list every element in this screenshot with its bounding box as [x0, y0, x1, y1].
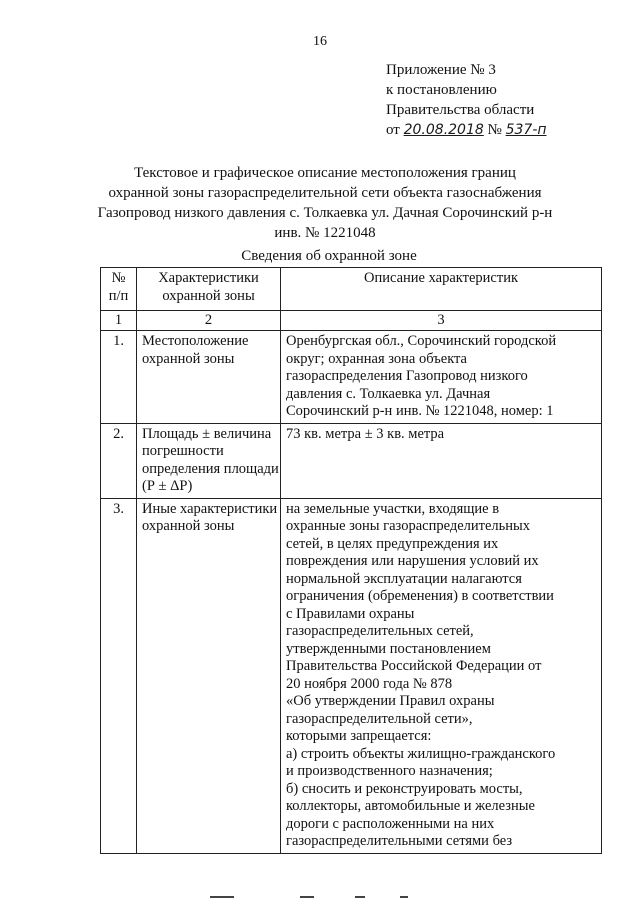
description-line: и производственного назначения;	[286, 763, 493, 779]
characteristic-line: охранной зоны	[142, 350, 235, 367]
description-line: которыми запрещается:	[286, 728, 432, 744]
table-row	[101, 498, 602, 853]
header-characteristics-line-1: Характеристики	[158, 270, 259, 286]
description-line: нормальной эксплуатации налагаются	[286, 570, 522, 587]
description-line: охранные зоны газораспределительных	[286, 518, 531, 534]
appendix-line-3: Правительства области	[386, 102, 535, 118]
appendix-block	[386, 60, 547, 140]
description-line: округ; охранная зона объекта	[286, 350, 467, 367]
description-line: сетей, в целях предупреждения их	[286, 535, 499, 552]
description-line: давления с. Толкаевка ул. Дачная	[286, 385, 491, 402]
column-number-row	[101, 311, 602, 331]
protection-zone-table	[100, 267, 602, 854]
row-characteristic	[137, 498, 281, 853]
description-line: газораспределительной сети»,	[286, 710, 473, 727]
header-number-line-1: №	[111, 270, 126, 286]
characteristic-line: (Р ± ΔР)	[142, 478, 193, 494]
description-line: с Правилами охраны	[286, 605, 415, 622]
page-number: 16	[313, 34, 327, 49]
description-line: повреждения или нарушения условий их	[286, 553, 539, 569]
row-number: 2.	[101, 423, 137, 498]
row-characteristic	[137, 423, 281, 498]
description-line: б) сносить и реконструировать мосты,	[286, 780, 523, 797]
description-line: 20 ноября 2000 года № 878	[286, 675, 453, 692]
title-line-2: охранной зоны газораспределительной сети объекта газоснабжения	[108, 185, 542, 201]
row-characteristic	[137, 331, 281, 424]
description-line: Сорочинский р-н инв. № 1221048, номер: 1	[286, 403, 554, 419]
description-line: коллекторы, автомобильные и железные	[286, 798, 535, 814]
characteristic-line: Площадь ± величина	[142, 425, 272, 442]
header-number-line-2: п/п	[108, 287, 129, 304]
column-number-3: 3	[281, 311, 602, 331]
description-line: «Об утверждении Правил охраны	[286, 693, 495, 709]
description-line: дороги с расположенными на них	[286, 815, 495, 832]
header-characteristics-line-2: охранной зоны	[162, 287, 255, 304]
characteristic-line: охранной зоны	[142, 518, 235, 534]
characteristic-line: определения площади	[142, 460, 279, 477]
row-description	[281, 423, 602, 498]
title-line-3: Газопровод низкого давления с. Толкаевка ул. Дачная Сорочинский р-н	[97, 205, 553, 221]
characteristic-line: Местоположение	[142, 333, 249, 349]
appendix-date-line	[386, 120, 547, 140]
handwritten-number: 537-п	[505, 122, 547, 138]
header-characteristics	[137, 268, 281, 311]
appendix-line-1: Приложение № 3	[386, 62, 496, 78]
column-number-2: 2	[137, 311, 281, 331]
title-line-1: Текстовое и графическое описание местоположения границ	[134, 165, 516, 181]
table-row	[101, 331, 602, 424]
characteristic-line: Иные характеристики	[142, 500, 278, 517]
header-number	[101, 268, 137, 311]
table-row	[101, 423, 602, 498]
appendix-line-2: к постановлению	[386, 82, 497, 98]
description-line: газораспределительных сетей,	[286, 623, 474, 639]
description-line: 73 кв. метра ± 3 кв. метра	[286, 425, 445, 442]
description-line: Правительства Российской Федерации от	[286, 658, 542, 674]
description-line: Оренбургская обл., Сорочинский городской	[286, 333, 557, 349]
description-line: а) строить объекты жилищно-гражданского	[286, 745, 556, 762]
from-label: от	[386, 122, 400, 138]
table-header-row	[101, 268, 602, 311]
column-number-1: 1	[101, 311, 137, 331]
table-caption: Сведения об охранной зоне	[241, 248, 417, 264]
row-number: 3.	[101, 498, 137, 853]
row-description	[281, 498, 602, 853]
number-label: №	[487, 122, 502, 138]
description-line: ограничения (обременения) в соответствии	[286, 588, 554, 604]
header-description: Описание характеристик	[281, 268, 602, 311]
document-title	[80, 163, 570, 243]
description-line: газораспределительными сетями без	[286, 833, 513, 849]
scan-edge-marks	[0, 896, 640, 902]
description-line: газораспределения Газопровод низкого	[286, 368, 528, 384]
title-line-4: инв. № 1221048	[274, 225, 376, 241]
description-line: утвержденными постановлением	[286, 640, 491, 657]
characteristic-line: погрешности	[142, 443, 224, 459]
handwritten-date: 20.08.2018	[403, 122, 484, 138]
row-number: 1.	[101, 331, 137, 424]
description-line: на земельные участки, входящие в	[286, 500, 500, 517]
row-description	[281, 331, 602, 424]
